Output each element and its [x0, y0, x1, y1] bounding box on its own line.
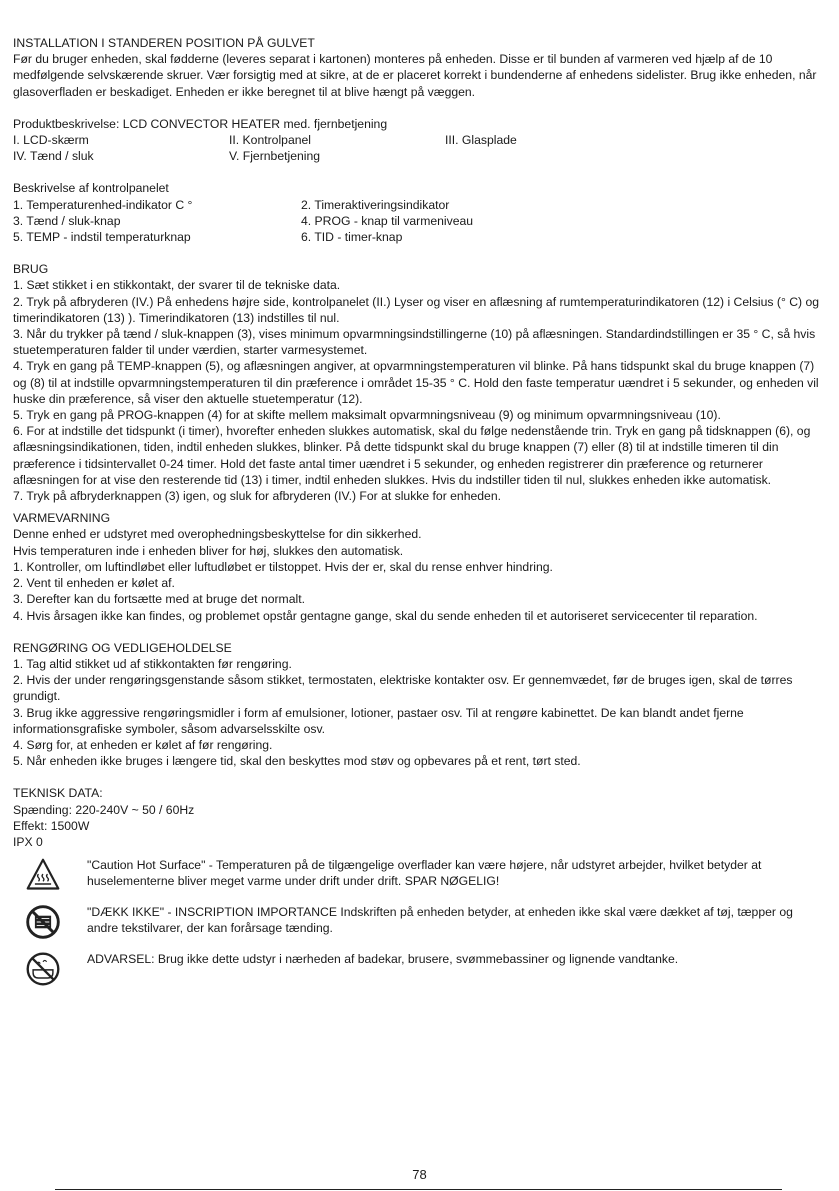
tech-power: Effekt: 1500W	[13, 818, 90, 833]
heat-warning-line: 4. Hvis årsagen ikke kan findes, og problemet opstår gentagne gange, skal du sende enheden til et autoriseret servicecenter til reparation.	[13, 608, 758, 623]
control-panel-item: 5. TEMP - indstil temperaturknap	[13, 230, 191, 245]
warning-text: ADVARSEL: Brug ikke dette udstyr i nærheden af badekar, brusere, svømmebassiner og lignende vandtanke.	[87, 952, 679, 967]
installation-body: Før du bruger enheden, skal fødderne (leveres separat i kartonen) monteres på enheden. Disse er til bunden af varmeren ved hjælp af de 10 medfølgende selvskærende skruer. Vær forsigtig med at sikre, at de er placeret korrekt i bundenderne af enhedens sidelister. Brug ikke enheden, når glasoverfladen er beskadiget. Enheden er ikke beregnet til at blive hængt på væggen.	[13, 52, 817, 99]
tech-voltage: Spænding: 220-240V ~ 50 / 60Hz	[13, 802, 195, 817]
control-panel-item: 6. TID - timer-knap	[301, 230, 403, 245]
heat-warning-line: 3. Derefter kan du fortsætte med at bruge det normalt.	[13, 592, 305, 607]
control-panel-list	[13, 197, 823, 246]
tech-ip-rating: IPX 0	[13, 834, 43, 849]
usage-step: 4. Tryk en gang på TEMP-knappen (5), og aflæsningen angiver, at opvarmningstemperaturen vil blinke. På hans tidspunkt skal du bruge knappen (7) og (8) til at indstille opvarmningstemperaturen til din præference i området 15-35 ° C. Hold den faste temperatur uændret i 5 sekunder, og enheden vil huske din præference, så viser den aktuelle stuetemperatur (12).	[13, 359, 819, 406]
control-panel-title: Beskrivelse af kontrolpanelet	[13, 181, 169, 196]
product-part: IV. Tænd / sluk	[13, 149, 94, 164]
cleaning-section	[13, 640, 823, 770]
warning-row	[13, 903, 823, 940]
heat-warning-section	[13, 510, 823, 623]
document-page	[13, 35, 823, 987]
usage-step: 2. Tryk på afbryderen (IV.) På enhedens højre side, kontrolpanelet (II.) Lyser og viser en aflæsning af rumtemperaturindikatoren (12) i Celsius (° C) og timerindikatoren (13) ). Timerindikatoren (13) indstilles til nul.	[13, 294, 820, 325]
usage-step: 6. For at indstille det tidspunkt (i timer), hvorefter enheden slukkes automatisk, skal du følge nedenstående trin. Tryk en gang på tidsknappen (6), og aflæsningsindikationen, tiden, indtil enheden slukkes, blinker. På dette tidspunkt skal du bruge knappen (7) eller (8) til at indstille timeren til din præference i tidsintervallet 0-24 timer. Hold det faste antal timer uændret i 5 sekunder, og enheden registrerer din præference og returnerer aflæsningen for at vise den resterende tid (13) i timer, indtil enheden slukkes. Hvis du indstiller tiden til nul, slukkes enheden ikke automatisk.	[13, 424, 811, 487]
cleaning-step: 4. Sørg for, at enheden er kølet af før rengøring.	[13, 737, 273, 752]
warning-text: "DÆKK IKKE" - INSCRIPTION IMPORTANCE Indskriften på enheden betyder, at enheden ikke skal være dækket af tøj, tæpper og andre tekstilvarer, der kan forårsage tænding.	[87, 905, 793, 936]
usage-title: BRUG	[13, 262, 49, 277]
product-part: II. Kontrolpanel	[229, 133, 311, 148]
footer-rule	[55, 1189, 782, 1190]
product-part: I. LCD-skærm	[13, 133, 89, 148]
cleaning-step: 1. Tag altid stikket ud af stikkontakten før rengøring.	[13, 656, 292, 671]
usage-step: 5. Tryk en gang på PROG-knappen (4) for at skifte mellem maksimalt opvarmningsniveau (9) og minimum opvarmningsniveau (10).	[13, 408, 721, 423]
usage-step: 1. Sæt stikket i en stikkontakt, der svarer til de tekniske data.	[13, 278, 341, 293]
warning-text: "Caution Hot Surface" - Temperaturen på de tilgængelige overflader kan være højere, når udstyret arbejder, hvilket betyder at huselementerne bliver meget varme under drift under drift. SPAR NØGELIG!	[87, 858, 762, 889]
installation-section	[13, 35, 823, 100]
usage-section	[13, 261, 823, 504]
tech-title: TEKNISK DATA:	[13, 786, 103, 801]
cleaning-step: 3. Brug ikke aggressive rengøringsmidler i form af emulsioner, lotioner, pastaer osv. Til at rengøre kabinettet. De kan blandt andet fjerne informationsgrafiske symboler, såsom advarselsskilte osv.	[13, 705, 744, 736]
product-title: Produktbeskrivelse: LCD CONVECTOR HEATER med. fjernbetjening	[13, 116, 388, 131]
product-parts-list	[13, 132, 823, 164]
control-panel-item: 3. Tænd / sluk-knap	[13, 213, 121, 228]
usage-step: 3. Når du trykker på tænd / sluk-knappen (3), vises minimum opvarmningsindstillingerne (10) på aflæsningen. Standardindstillingen er 35 ° C, så hvis stuetemperaturen falder til under værdien, starter varmesystemet.	[13, 327, 816, 358]
do-not-cover-icon	[25, 904, 61, 940]
control-panel-item: 4. PROG - knap til varmeniveau	[301, 213, 474, 228]
heat-warning-line: 1. Kontroller, om luftindløbet eller luftudløbet er tilstoppet. Hvis der er, skal du rense enhver hindring.	[13, 559, 553, 574]
product-part: III. Glasplade	[445, 133, 517, 148]
usage-step: 7. Tryk på afbryderknappen (3) igen, og sluk for afbryderen (IV.) For at slukke for enheden.	[13, 489, 501, 504]
heat-warning-line: Denne enhed er udstyret med overophedningsbeskyttelse for din sikkerhed.	[13, 527, 422, 542]
tech-data-section	[13, 785, 823, 850]
cleaning-step: 5. Når enheden ikke bruges i længere tid, skal den beskyttes mod støv og opbevares på et rent, tørt sted.	[13, 754, 581, 769]
cleaning-title: RENGØRING OG VEDLIGEHOLDELSE	[13, 640, 232, 655]
product-part: V. Fjernbetjening	[229, 149, 321, 164]
control-panel-item: 1. Temperaturenhed-indikator C °	[13, 197, 193, 212]
page-number: 78	[412, 1167, 427, 1182]
control-panel-item: 2. Timeraktiveringsindikator	[301, 197, 450, 212]
cleaning-step: 2. Hvis der under rengøringsgenstande såsom stikket, termostaten, elektriske kontakter osv. Er gennemvædet, før de bruges igen, skal de tørres grundigt.	[13, 673, 793, 704]
heat-warning-title: VARMEVARNING	[13, 511, 111, 526]
hot-surface-icon	[25, 857, 61, 893]
heat-warning-line: 2. Vent til enheden er kølet af.	[13, 576, 175, 591]
warning-row	[13, 856, 823, 893]
installation-title: INSTALLATION I STANDEREN POSITION PÅ GULVET	[13, 36, 315, 50]
no-bathtub-icon	[25, 951, 61, 987]
warning-row	[13, 950, 823, 987]
heat-warning-line: Hvis temperaturen inde i enheden bliver for høj, slukkes den automatisk.	[13, 543, 404, 558]
product-description-section	[13, 116, 823, 165]
control-panel-section	[13, 180, 823, 245]
